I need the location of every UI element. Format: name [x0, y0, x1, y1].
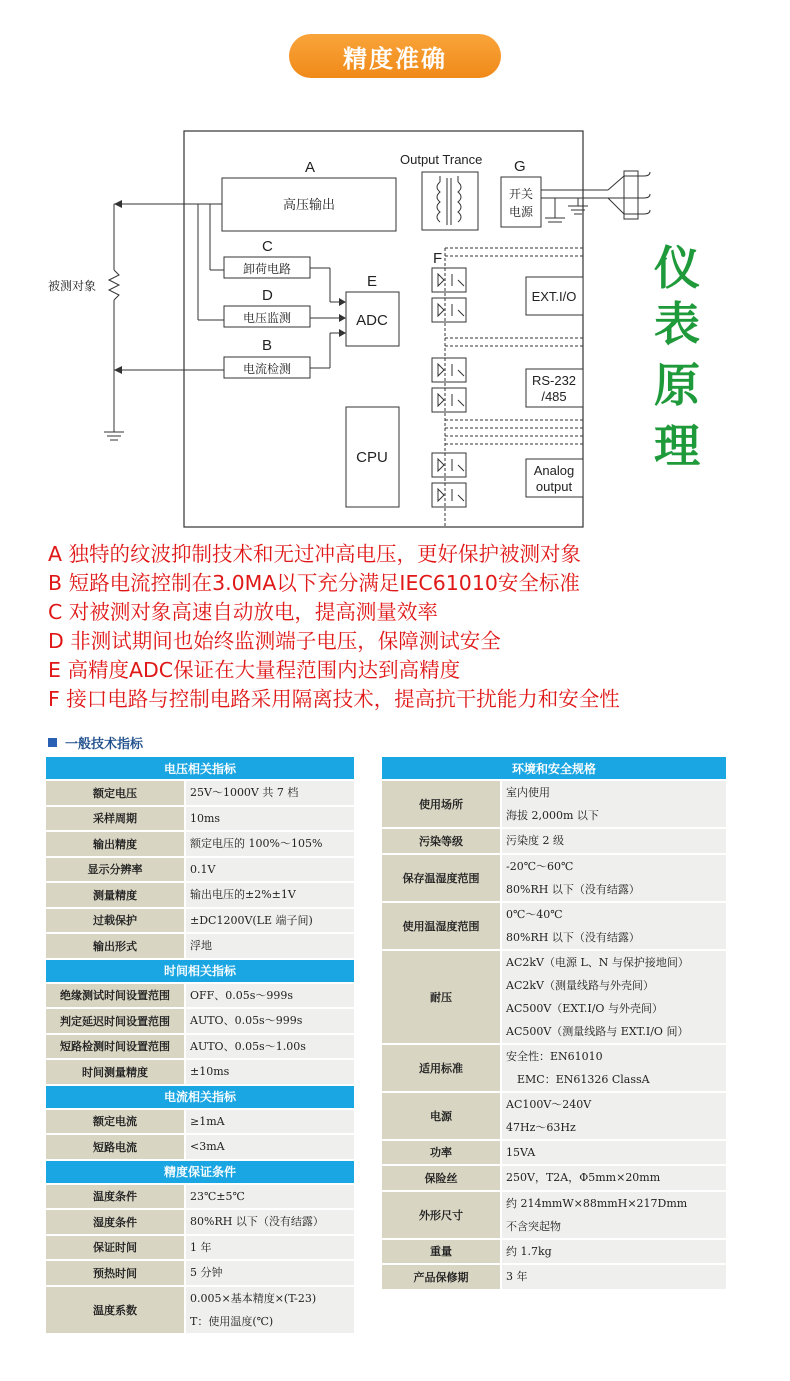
spec-value	[502, 1192, 726, 1238]
spec-value-line: 0.005×基本精度×(T-23)	[190, 1291, 317, 1305]
block-a-letter: A	[305, 159, 316, 176]
block-g-switching-power	[501, 177, 541, 227]
spec-value-line: ±DC1200V(LE 端子间)	[190, 913, 313, 927]
spec-key: 使用场所	[382, 781, 502, 827]
table-row	[46, 1060, 354, 1084]
spec-key: 保险丝	[382, 1166, 502, 1190]
spec-section-title	[48, 733, 143, 752]
spec-value	[186, 1135, 354, 1159]
cpu-label: CPU	[356, 449, 388, 466]
spec-value-line: 输出电压的±2%±1V	[190, 888, 296, 902]
spec-value	[186, 934, 354, 958]
section-title-badge: 精度准确	[289, 34, 501, 78]
feature-a: A 独特的纹波抑制技术和无过冲高电压，更好保护被测对象	[48, 542, 582, 566]
table-group-header	[46, 960, 354, 982]
group-header-label: 电压相关指标	[46, 757, 354, 779]
table-row	[382, 1265, 726, 1289]
feature-d: D 非测试期间也始终监测端子电压，保障测试安全	[48, 629, 501, 653]
table-row	[46, 1261, 354, 1285]
spec-value	[186, 858, 354, 882]
spec-value-line: 海拔 2,000m 以下	[506, 809, 599, 822]
block-a-label: 高压输出	[282, 197, 336, 212]
spec-value-line: 23℃±5℃	[190, 1189, 245, 1203]
spec-key: 外形尺寸	[382, 1192, 502, 1238]
spec-key: 电源	[382, 1093, 502, 1139]
table-row	[382, 1093, 726, 1139]
table-row	[382, 951, 726, 1043]
spec-value-line: 浮地	[190, 939, 212, 953]
block-c-label: 卸荷电路	[242, 262, 292, 276]
spec-value-line: ±10ms	[190, 1065, 230, 1079]
table-row	[382, 1141, 726, 1165]
spec-key: 温度系数	[46, 1287, 186, 1333]
spec-value-line: 约 1.7kg	[506, 1244, 552, 1258]
feature-list	[48, 540, 788, 714]
spec-key: 污染等级	[382, 829, 502, 853]
group-header-label: 环境和安全规格	[382, 757, 726, 779]
table-group-header	[46, 1086, 354, 1108]
spec-key: 输出精度	[46, 832, 186, 856]
spec-key: 额定电压	[46, 781, 186, 805]
spec-value-line: 80%RH 以下（没有结露）	[506, 930, 640, 944]
spec-key: 时间测量精度	[46, 1060, 186, 1084]
table-row	[46, 984, 354, 1008]
spec-value	[502, 903, 726, 949]
spec-value	[502, 1166, 726, 1190]
spec-value	[186, 1261, 354, 1285]
spec-key: 保存温湿度范围	[382, 855, 502, 901]
spec-key: 预热时间	[46, 1261, 186, 1285]
spec-value-line: <3mA	[190, 1140, 225, 1154]
spec-value	[186, 1009, 354, 1033]
vertical-title-char-4: 理	[654, 419, 700, 473]
spec-key: 短路电流	[46, 1135, 186, 1159]
table-row	[382, 1240, 726, 1264]
output-transformer	[422, 172, 478, 230]
spec-value-line: EMC：EN61326 ClassA	[506, 1072, 650, 1086]
feature-c: C 对被测对象高速自动放电，提高测量效率	[48, 600, 438, 624]
analog-label-1: Analog	[533, 463, 575, 478]
spec-key: 使用温湿度范围	[382, 903, 502, 949]
spec-value	[186, 1110, 354, 1134]
block-g-letter: G	[514, 158, 526, 175]
group-header-label: 时间相关指标	[46, 960, 354, 982]
table-row	[46, 781, 354, 805]
left-spec-table	[46, 755, 354, 1335]
table-row	[46, 1210, 354, 1234]
spec-value	[502, 951, 726, 1043]
object-label: 被测对象	[48, 279, 97, 293]
block-g-label-2: 电源	[508, 205, 534, 219]
rs232-label-1: RS-232	[531, 373, 577, 388]
table-group-header	[46, 1161, 354, 1183]
spec-value-line: 5 分钟	[190, 1266, 223, 1280]
table-row	[46, 934, 354, 958]
spec-value-line: AC2kV（电源 L、N 与保护接地间）	[506, 955, 689, 969]
spec-key: 过载保护	[46, 909, 186, 933]
rs232-label-2: /485	[541, 389, 567, 404]
table-row	[46, 858, 354, 882]
spec-value	[502, 1045, 726, 1091]
spec-value-line: T：使用温度(℃)	[190, 1314, 274, 1328]
feature-f: F 接口电路与控制电路采用隔离技术，提高抗干扰能力和安全性	[48, 687, 620, 711]
table-group-header	[382, 757, 726, 779]
spec-value	[186, 984, 354, 1008]
table-row	[46, 883, 354, 907]
spec-value	[502, 829, 726, 853]
spec-value-line: 25V～1000V 共 7 档	[190, 786, 299, 800]
spec-value-line: AC100V～240V	[506, 1097, 592, 1111]
spec-value	[186, 1210, 354, 1234]
table-row	[46, 807, 354, 831]
spec-value	[186, 1185, 354, 1209]
table-row	[382, 855, 726, 901]
block-e-label: ADC	[356, 312, 388, 329]
spec-key: 绝缘测试时间设置范围	[46, 984, 186, 1008]
table-row	[46, 1287, 354, 1333]
block-b-letter: B	[262, 337, 273, 354]
spec-value	[502, 781, 726, 827]
output-trance-label: Output Trance	[400, 152, 483, 167]
spec-value	[502, 1141, 726, 1165]
spec-key: 显示分辨率	[46, 858, 186, 882]
spec-value-line: 0.1V	[190, 862, 216, 876]
table-row	[382, 1166, 726, 1190]
spec-value	[186, 1035, 354, 1059]
spec-value-line: ≥1mA	[190, 1114, 225, 1128]
feature-e: E 高精度ADC保证在大量程范围内达到高精度	[48, 658, 461, 682]
block-d-letter: D	[262, 287, 273, 304]
ext-io-label: EXT.I/O	[531, 289, 577, 304]
spec-key: 适用标准	[382, 1045, 502, 1091]
spec-section-label: 一般技术指标	[65, 737, 144, 752]
spec-value	[502, 1240, 726, 1264]
block-f-letter: F	[433, 250, 443, 267]
spec-value-line: 250V，T2A，Φ5mm×20mm	[506, 1171, 661, 1185]
spec-value	[186, 1236, 354, 1260]
table-row	[382, 781, 726, 827]
spec-value-line: AC2kV（测量线路与外壳间）	[506, 978, 654, 992]
vertical-title-char-3: 原	[654, 358, 700, 412]
block-g-label-1: 开关	[508, 187, 534, 201]
spec-value-line: AUTO、0.05s～999s	[190, 1014, 303, 1028]
spec-value-line: AC500V（测量线路与 EXT.I/O 间）	[506, 1024, 689, 1038]
spec-value-line: 15VA	[506, 1145, 536, 1159]
spec-value-line: 80%RH 以下（没有结露）	[506, 882, 640, 896]
spec-value-line: 安全性：EN61010	[506, 1049, 603, 1063]
table-group-header	[46, 757, 354, 779]
block-e-letter: E	[367, 273, 378, 290]
spec-value-line: OFF、0.05s～999s	[190, 988, 294, 1002]
vertical-title-char-2: 表	[654, 297, 700, 351]
spec-value-line: 污染度 2 级	[506, 834, 564, 848]
table-row	[382, 903, 726, 949]
block-d-label: 电压监测	[242, 311, 292, 325]
spec-value	[186, 807, 354, 831]
spec-value	[186, 781, 354, 805]
table-row	[46, 1236, 354, 1260]
spec-value	[502, 1265, 726, 1289]
block-c-letter: C	[262, 238, 273, 255]
table-row	[382, 1045, 726, 1091]
spec-key: 功率	[382, 1141, 502, 1165]
spec-value-line: 额定电压的 100%～105%	[190, 837, 323, 851]
group-header-label: 电流相关指标	[46, 1086, 354, 1108]
spec-key: 湿度条件	[46, 1210, 186, 1234]
spec-value-line: 47Hz～63Hz	[506, 1120, 576, 1134]
spec-value	[186, 1287, 354, 1333]
spec-value-line: 约 214mmW×88mmH×217Dmm	[506, 1196, 688, 1210]
table-row	[46, 1035, 354, 1059]
table-row	[46, 832, 354, 856]
spec-value-line: 0℃～40℃	[506, 907, 563, 921]
spec-value	[186, 832, 354, 856]
optocoupler-group	[432, 268, 466, 507]
spec-value	[186, 1060, 354, 1084]
table-row	[382, 829, 726, 853]
feature-b: B 短路电流控制在3.0MA以下充分满足IEC61010安全标准	[48, 571, 580, 595]
block-b-label: 电流检测	[242, 362, 292, 376]
vertical-title-char-1: 仪	[654, 241, 700, 295]
spec-key: 采样周期	[46, 807, 186, 831]
spec-value	[186, 909, 354, 933]
spec-key: 测量精度	[46, 883, 186, 907]
spec-value-line: -20℃～60℃	[506, 859, 574, 873]
analog-label-2: output	[535, 479, 573, 494]
spec-value	[502, 1093, 726, 1139]
spec-key: 温度条件	[46, 1185, 186, 1209]
spec-value-line: 10ms	[190, 811, 221, 825]
spec-value-line: 不含突起物	[506, 1219, 561, 1233]
spec-value-line: 80%RH 以下（没有结露）	[190, 1215, 324, 1229]
table-row	[46, 1135, 354, 1159]
spec-value	[502, 855, 726, 901]
spec-value	[186, 883, 354, 907]
spec-key: 短路检测时间设置范围	[46, 1035, 186, 1059]
spec-value-line: 室内使用	[506, 786, 550, 799]
spec-key: 耐压	[382, 951, 502, 1043]
spec-key: 额定电流	[46, 1110, 186, 1134]
table-row	[46, 1110, 354, 1134]
group-header-label: 精度保证条件	[46, 1161, 354, 1183]
table-row	[46, 909, 354, 933]
spec-value-line: 3 年	[506, 1270, 528, 1284]
right-spec-table	[382, 755, 726, 1291]
square-bullet-icon	[48, 738, 57, 747]
spec-key: 判定延迟时间设置范围	[46, 1009, 186, 1033]
spec-key: 保证时间	[46, 1236, 186, 1260]
table-row	[46, 1009, 354, 1033]
spec-value-line: AUTO、0.05s～1.00s	[190, 1039, 306, 1053]
table-row	[382, 1192, 726, 1238]
table-row	[46, 1185, 354, 1209]
spec-value-line: AC500V（EXT.I/O 与外壳间）	[506, 1001, 663, 1015]
spec-key: 输出形式	[46, 934, 186, 958]
spec-key: 重量	[382, 1240, 502, 1264]
spec-value-line: 1 年	[190, 1240, 212, 1254]
spec-key: 产品保修期	[382, 1265, 502, 1289]
